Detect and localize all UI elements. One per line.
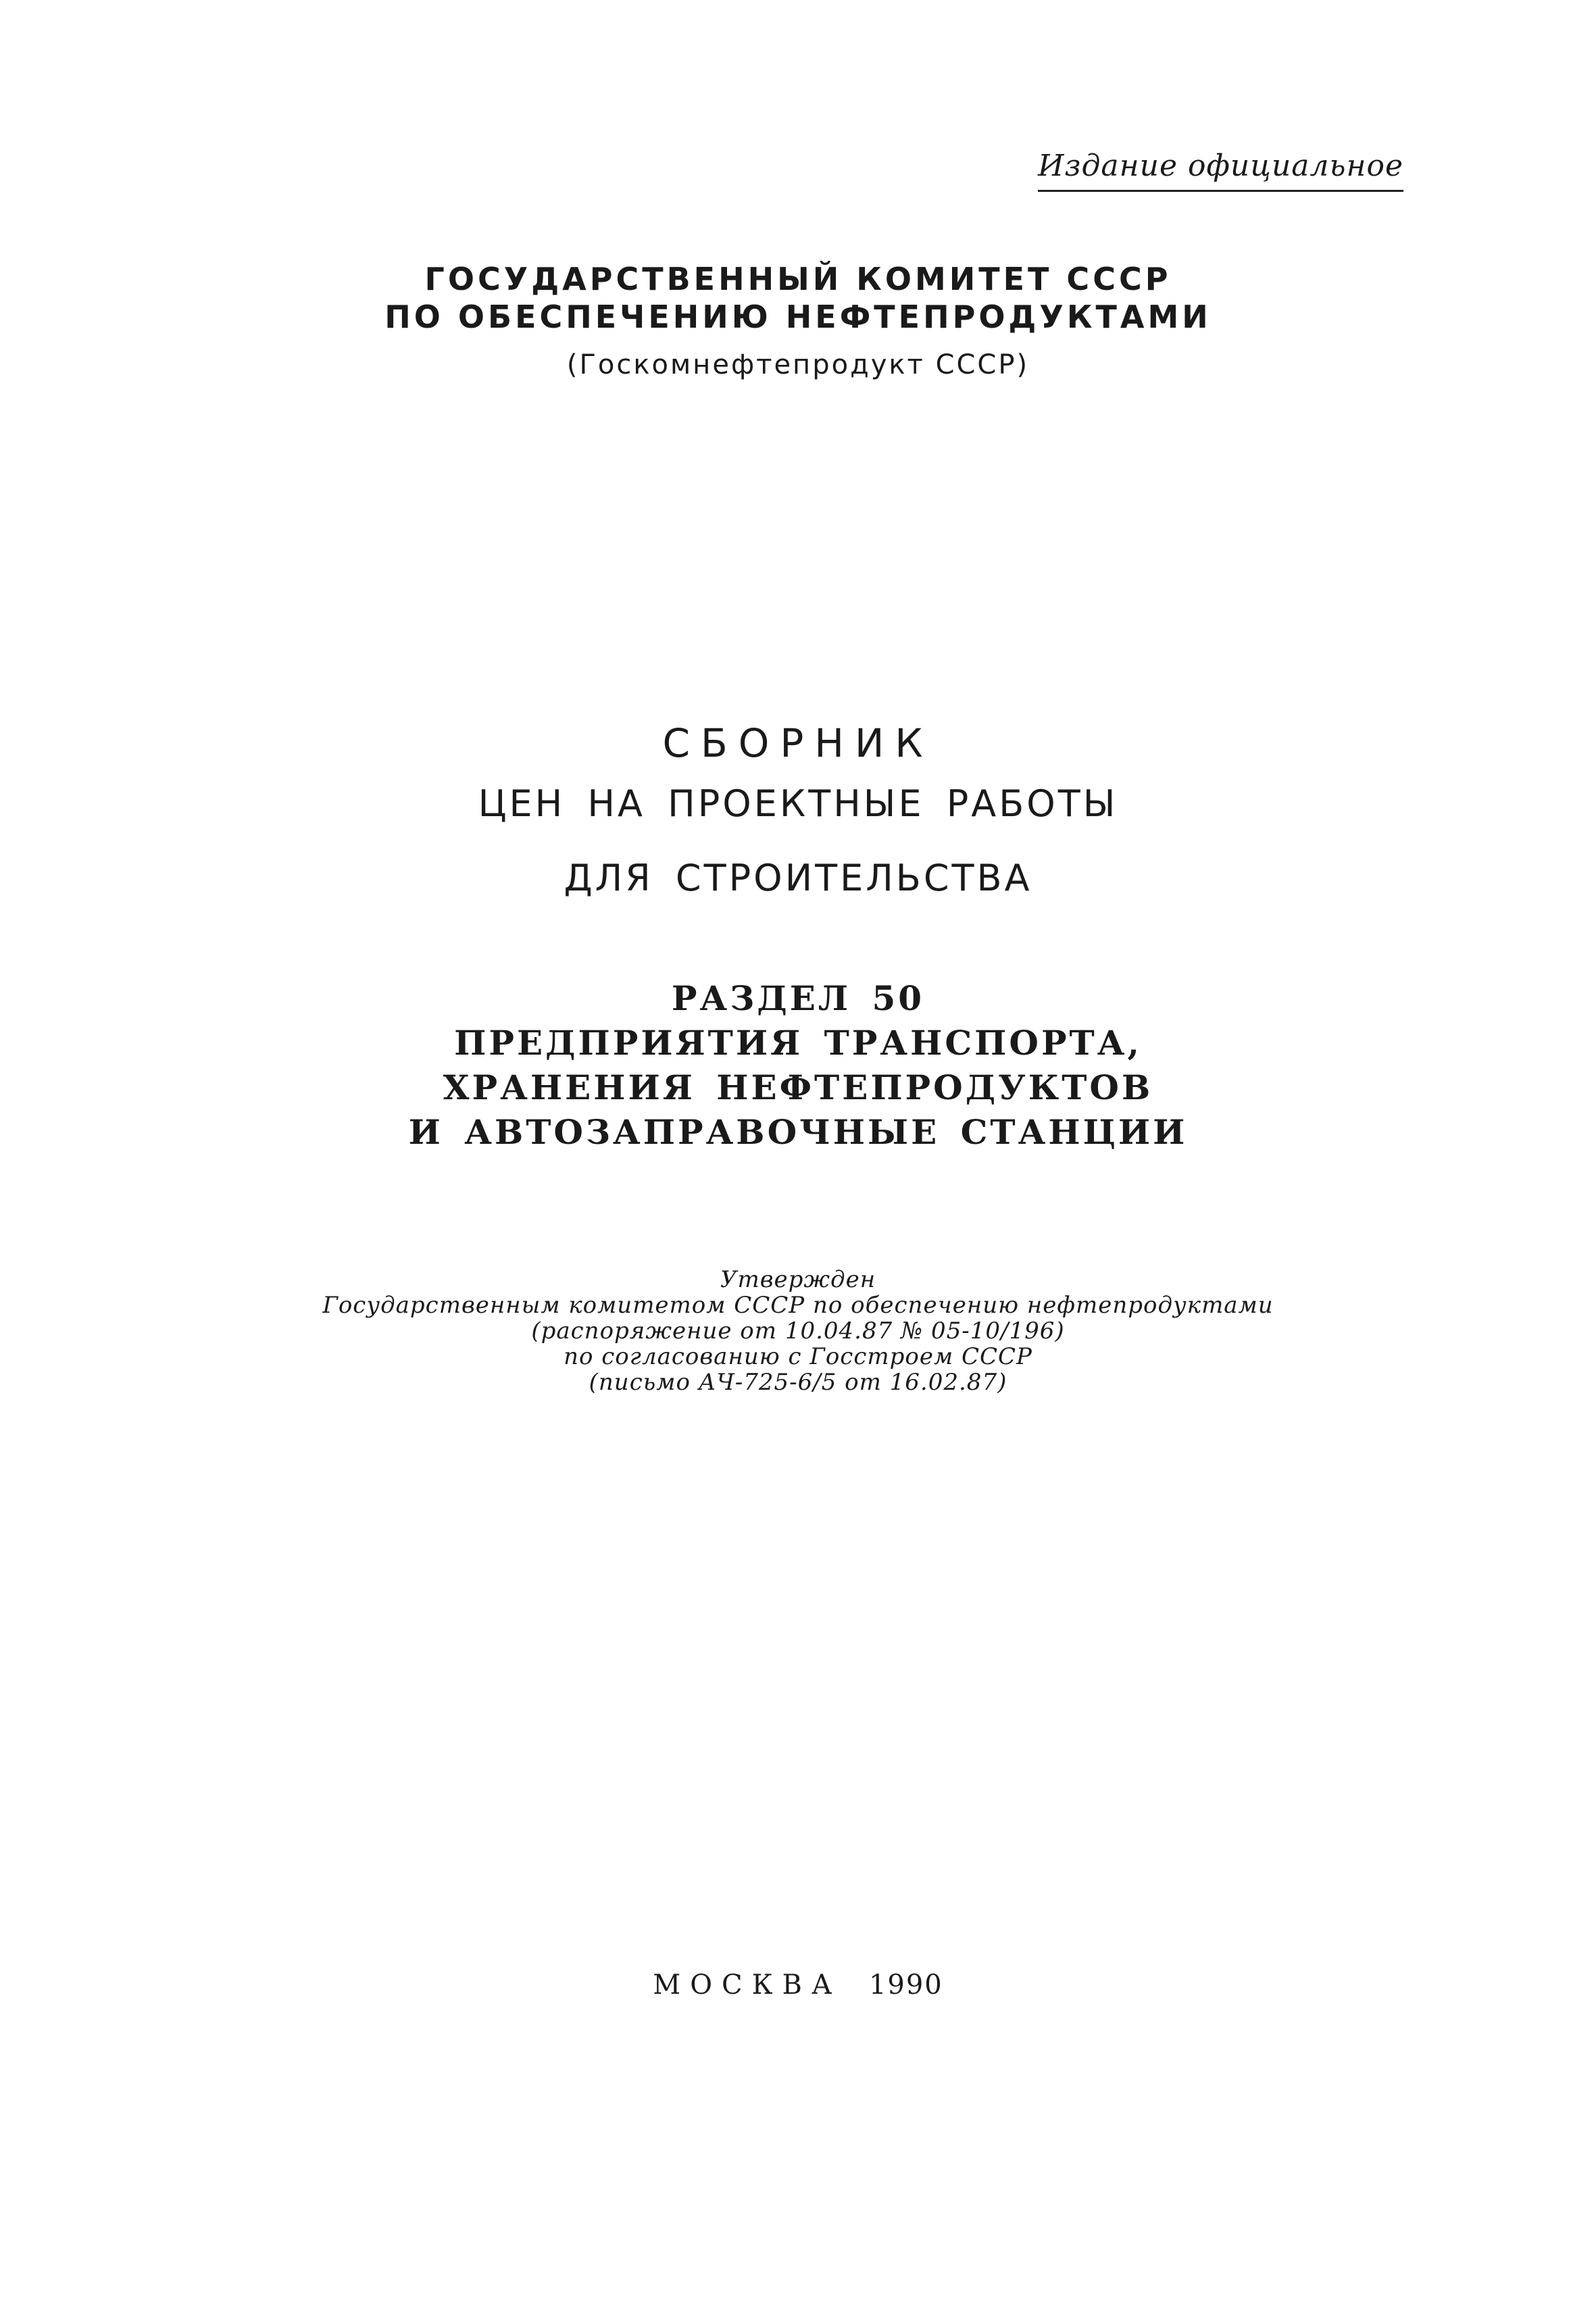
authority-abbreviation: (Госкомнефтепродукт СССР) (566, 349, 1030, 380)
approval-line-2: Государственным комитетом СССР по обеспечению нефтепродуктами (322, 1292, 1274, 1319)
section-number: РАЗДЕЛ 50 (671, 978, 925, 1018)
title-subtitle-2: ДЛЯ СТРОИТЕЛЬСТВА (564, 857, 1032, 899)
imprint-year: 1990 (868, 1969, 943, 2001)
section-heading (0, 976, 1596, 1155)
issuing-authority (0, 260, 1596, 380)
approval-line-1: Утвержден (720, 1266, 876, 1293)
approval-line-4: по согласованию с Госстроем СССР (564, 1343, 1032, 1370)
document-title (0, 720, 1596, 915)
authority-line-2: ПО ОБЕСПЕЧЕНИЮ НЕФТЕПРОДУКТАМИ (384, 299, 1212, 335)
section-name-line-2: ХРАНЕНИЯ НЕФТЕПРОДУКТОВ (443, 1067, 1153, 1107)
title-main: СБОРНИК (662, 720, 934, 766)
imprint-city: МОСКВА (653, 1969, 842, 2001)
imprint (0, 1969, 1596, 2001)
title-subtitle-1: ЦЕН НА ПРОЕКТНЫЕ РАБОТЫ (478, 782, 1118, 825)
edition-note: Издание официальное (1038, 149, 1403, 192)
approval-note (0, 1267, 1596, 1395)
authority-line-1: ГОСУДАРСТВЕННЫЙ КОМИТЕТ СССР (424, 261, 1172, 297)
approval-line-5: (письмо АЧ-725-6/5 от 16.02.87) (589, 1369, 1007, 1396)
approval-line-3: (распоряжение от 10.04.87 № 05-10/196) (531, 1317, 1065, 1344)
section-name-line-1: ПРЕДПРИЯТИЯ ТРАНСПОРТА, (454, 1023, 1142, 1063)
section-name-line-3: И АВТОЗАПРАВОЧНЫЕ СТАНЦИИ (408, 1112, 1188, 1152)
